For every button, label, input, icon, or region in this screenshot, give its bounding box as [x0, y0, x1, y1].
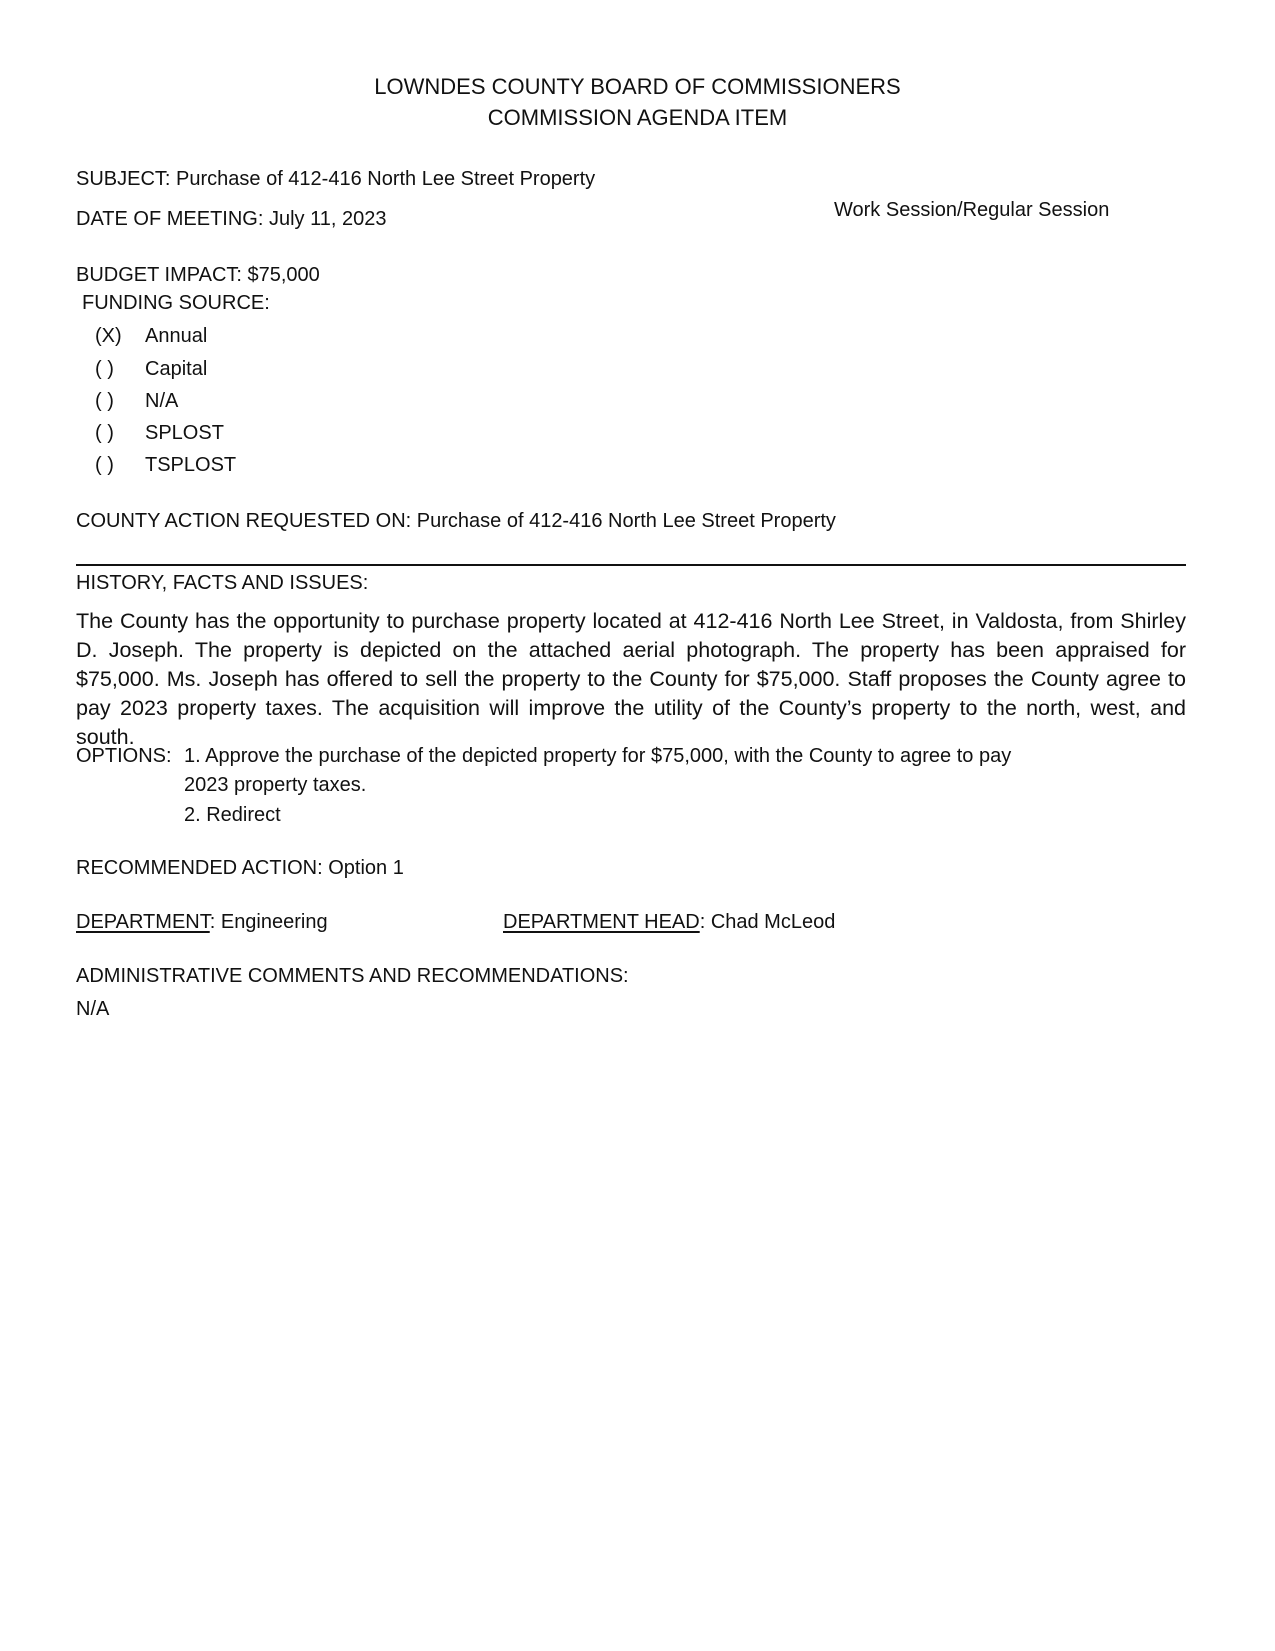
admin-comments-value: N/A	[76, 998, 110, 1020]
funding-source-label: FUNDING SOURCE:	[82, 292, 270, 314]
option-1-continuation: 2023 property taxes.	[184, 774, 367, 796]
history-label: HISTORY, FACTS AND ISSUES:	[76, 572, 369, 594]
funding-option-label: Capital	[145, 358, 208, 380]
funding-option-tsplost	[95, 454, 236, 477]
recommended-action: RECOMMENDED ACTION: Option 1	[76, 857, 404, 879]
checkbox-mark: ( )	[95, 358, 114, 380]
checkbox-mark: ( )	[95, 422, 114, 444]
funding-option-na	[95, 390, 178, 413]
document-subtitle: COMMISSION AGENDA ITEM	[487, 105, 788, 130]
department	[76, 911, 328, 934]
department-label: DEPARTMENT	[76, 911, 210, 933]
budget-impact: BUDGET IMPACT: $75,000	[76, 264, 320, 286]
funding-option-splost	[95, 422, 224, 445]
option-2-text: 2. Redirect	[184, 804, 281, 826]
document-title: LOWNDES COUNTY BOARD OF COMMISSIONERS	[374, 74, 901, 99]
option-1-text: 1. Approve the purchase of the depicted property for $75,000, with the County to agree to pay	[184, 745, 1012, 767]
admin-comments-label: ADMINISTRATIVE COMMENTS AND RECOMMENDATIONS:	[76, 965, 629, 987]
department-head-value: : Chad McLeod	[699, 911, 836, 933]
session-type: Work Session/Regular Session	[834, 199, 1110, 221]
funding-option-label: TSPLOST	[145, 454, 237, 476]
checkbox-mark: ( )	[95, 454, 114, 476]
funding-option-label: Annual	[145, 325, 208, 347]
funding-option-capital	[95, 358, 207, 381]
department-head	[503, 911, 835, 934]
checkbox-mark: ( )	[95, 390, 114, 412]
date-of-meeting: DATE OF MEETING: July 11, 2023	[76, 208, 387, 230]
county-action-requested: COUNTY ACTION REQUESTED ON: Purchase of 412-416 North Lee Street Property	[76, 510, 836, 532]
options-item-1	[76, 745, 1011, 768]
department-value: : Engineering	[209, 911, 328, 933]
section-divider	[76, 564, 1186, 566]
subject: SUBJECT: Purchase of 412-416 North Lee Street Property	[76, 168, 596, 190]
department-head-label: DEPARTMENT HEAD	[503, 911, 700, 933]
funding-option-annual	[95, 325, 207, 348]
funding-option-label: N/A	[145, 390, 179, 412]
checkbox-mark: (X)	[95, 325, 122, 347]
options-label: OPTIONS:	[76, 745, 172, 767]
funding-option-label: SPLOST	[145, 422, 224, 444]
history-text: The County has the opportunity to purchase property located at 412-416 North Lee Street, in Valdosta, from Shirley D. Joseph. The property is depicted on the attached aerial photograph. The property has been appraised for $75,000. Ms. Joseph has offered to sell the property to the County for $75,000. Staff proposes the County agree to pay 2023 property taxes. The acquisition will improve the utility of the County’s property to the north, west, and south.	[76, 609, 1186, 749]
